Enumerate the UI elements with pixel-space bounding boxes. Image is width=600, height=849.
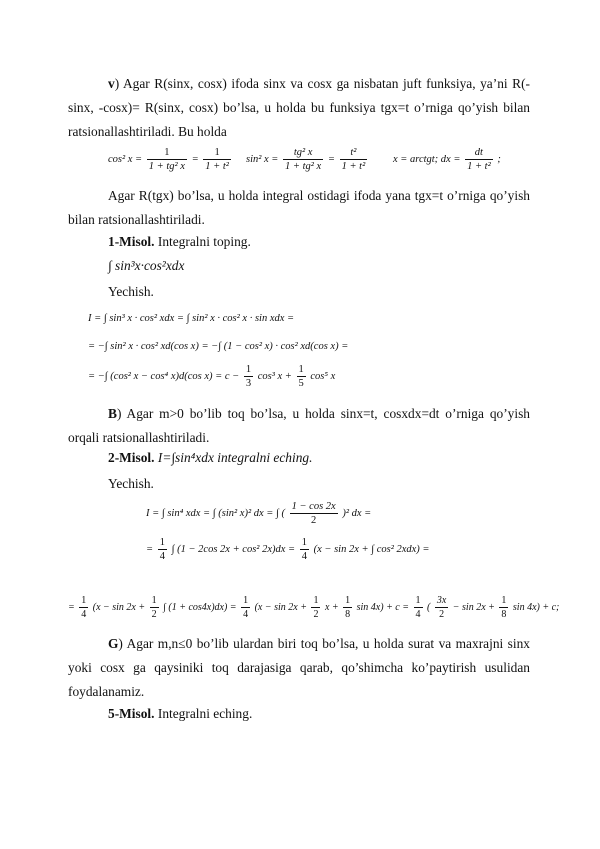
solution-1-line-2: = −∫ sin² x · cos² xd(cos x) = −∫ (1 − cos² x) · cos² xd(cos x) = [88, 341, 349, 352]
paragraph-tg-substitution: Agar R(tgx) bo’lsa, u holda integral ostidagi ifoda yana tgx=t o’rniga qo’yish bilan ratsionallashtiriladi. [68, 188, 530, 227]
para-lead-v: v [108, 76, 115, 91]
para-text-v: ) Agar R(sinx, cosx) ifoda sinx va cosx ga nisbatan juft funksiya, ya’ni R(-sinx, -cosx)= R(sinx, cosx) bo’lsa, u holda bu funksiya tgx=t o’rniga qo’yish bilan ratsionallashtiriladi. Bu holda [68, 76, 530, 139]
example-1-heading: 1-Misol. Integralni toping. [108, 234, 251, 249]
formula-x-arctg: x = arctgt; dx = $\frac{dt}{\text{1 + t²}}$ ; [393, 147, 501, 172]
solution-2-line-1: I = ∫ sin⁴ xdx = ∫ (sin² x)² dx = ∫ ( $\frac{1 - \cos 2x}{2}$ )² dx = [146, 501, 372, 526]
paragraph-g: G) Agar m,n≤0 bo’lib ulardan biri toq bo’lsa, u holda surat va maxrajni sinx yoki cosx ga qaysiniki toq darajasiga qarab, qo’shimcha ko’paytirish usulidan foydalanamiz. [68, 636, 530, 699]
example-5-heading: 5-Misol. Integralni eching. [108, 706, 253, 721]
formula-cos-square: cos² x = $\frac{1}{\text{1 + tg² x}}$ = $\frac{1}{\text{1 + t²}}$ [108, 147, 229, 172]
solution-2-line-3: = $\frac{1}{4}$ (x − sin 2x + $\frac{1}{2}$ ∫ (1 + cos4x)dx) = $\frac{1}{4}$ (x − sin 2x + $\frac{1}{2}$ x + $\frac{1}{8}$ sin 4x) + c = $\frac{1}{4}$ ( $\frac{3x}{2}$ − sin 2x + $\frac{1}{8}$ sin 4x) + c; [68, 595, 560, 620]
solution-1-line-1: I = ∫ sin³ x · cos² xdx = ∫ sin² x · cos² x · sin xdx = [88, 313, 295, 324]
example-2-heading: 2-Misol. I=∫sin⁴xdx integralni eching. [108, 450, 313, 465]
formula-sin-square: sin² x = $\frac{\text{tg² x}}{\text{1 + tg² x}}$ = $\frac{\text{t²}}{\text{1 + t²}}$ [246, 147, 366, 172]
solution-2-line-2: = $\frac{1}{4}$ ∫ (1 − 2cos 2x + cos² 2x)dx = $\frac{1}{4}$ (x − sin 2x + ∫ cos² 2xdx) = [146, 537, 430, 562]
solution-1-line-3: = −∫ (cos² x − cos⁴ x)d(cos x) = c − $\frac{1}{3}$ cos³ x + $\frac{1}{5}$ cos⁵ x [88, 364, 336, 389]
paragraph-b: B) Agar m>0 bo’lib toq bo’lsa, u holda sinx=t, cosxdx=dt o’rniga qo’yish orqali ratsionallashtiriladi. [68, 406, 530, 445]
solution-2-label: Yechish. [108, 476, 154, 491]
paragraph-v [68, 72, 530, 144]
solution-1-label: Yechish. [108, 284, 154, 299]
example-1-integral: ∫ sin³x·cos²xdx [108, 258, 185, 273]
